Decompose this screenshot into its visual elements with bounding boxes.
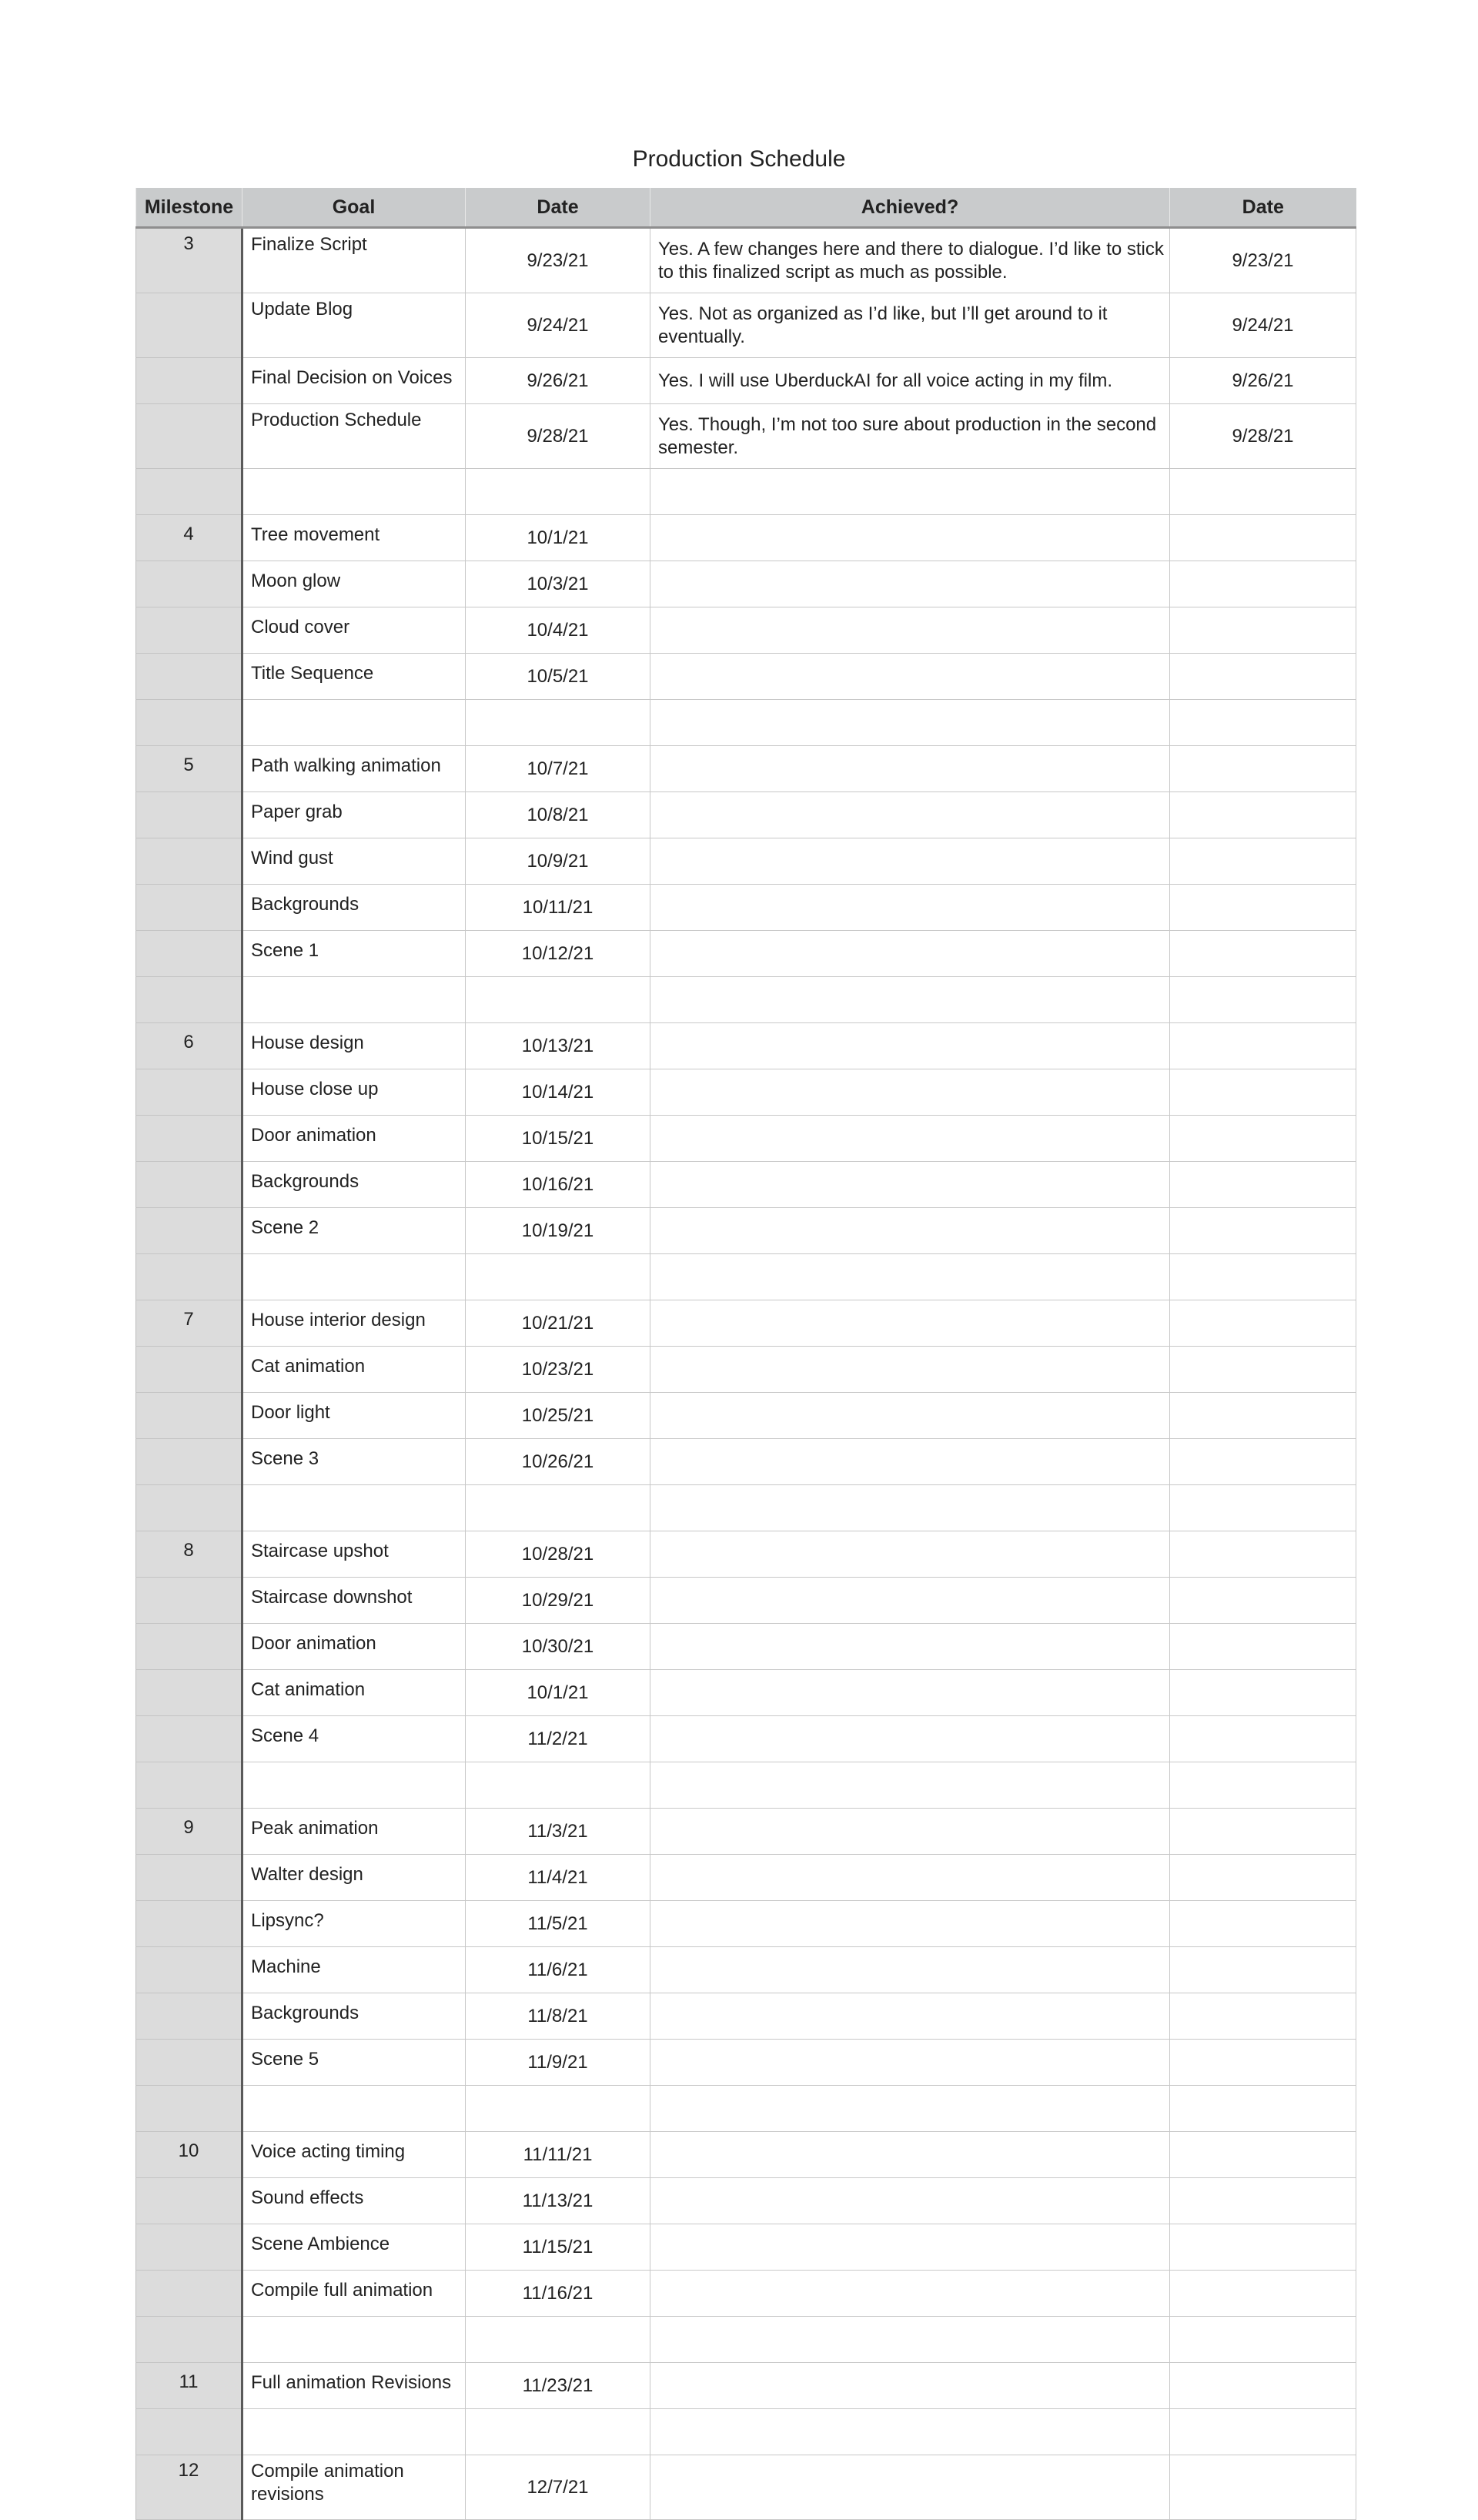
achieved-date-cell <box>1170 1485 1356 1531</box>
date-cell: 11/11/21 <box>466 2132 650 2178</box>
achieved-cell <box>650 469 1170 515</box>
achieved-cell <box>650 2178 1170 2224</box>
date-cell: 10/21/21 <box>466 1300 650 1347</box>
date-cell: 10/9/21 <box>466 838 650 885</box>
achieved-cell <box>650 607 1170 654</box>
achieved-cell <box>650 1393 1170 1439</box>
achieved-date-cell <box>1170 1809 1356 1855</box>
achieved-cell <box>650 2040 1170 2086</box>
table-row <box>136 746 1356 792</box>
date-cell: 10/8/21 <box>466 792 650 838</box>
milestone-cell: 7 <box>136 1300 242 1347</box>
achieved-date-cell <box>1170 2317 1356 2363</box>
milestone-cell <box>136 358 242 404</box>
milestone-cell <box>136 1254 242 1300</box>
milestone-cell <box>136 1069 242 1116</box>
date-cell: 10/1/21 <box>466 1670 650 1716</box>
date-cell <box>466 977 650 1023</box>
date-cell: 10/28/21 <box>466 1531 650 1578</box>
achieved-cell <box>650 654 1170 700</box>
date-cell: 11/3/21 <box>466 1809 650 1855</box>
table-row <box>136 2455 1356 2520</box>
goal-cell <box>242 1485 466 1531</box>
achieved-cell <box>650 1531 1170 1578</box>
date-cell: 10/19/21 <box>466 1208 650 1254</box>
table-row <box>136 1116 1356 1162</box>
achieved-date-cell <box>1170 838 1356 885</box>
table-row <box>136 2271 1356 2317</box>
table-row <box>136 1624 1356 1670</box>
goal-cell: Staircase downshot <box>242 1578 466 1624</box>
goal-cell: Moon glow <box>242 561 466 607</box>
milestone-cell <box>136 1116 242 1162</box>
table-row <box>136 1347 1356 1393</box>
table-row <box>136 1670 1356 1716</box>
table-row <box>136 1762 1356 1809</box>
table-row <box>136 977 1356 1023</box>
achieved-cell <box>650 1993 1170 2040</box>
milestone-cell <box>136 931 242 977</box>
goal-cell <box>242 700 466 746</box>
goal-cell <box>242 2086 466 2132</box>
date-cell: 11/9/21 <box>466 2040 650 2086</box>
achieved-cell: Yes. I will use UberduckAI for all voice acting in my film. <box>650 358 1170 404</box>
table-row <box>136 1439 1356 1485</box>
achieved-date-cell <box>1170 885 1356 931</box>
table-row <box>136 1855 1356 1901</box>
table-row <box>136 1578 1356 1624</box>
table-row <box>136 1716 1356 1762</box>
achieved-cell <box>650 2409 1170 2455</box>
goal-cell: Scene 1 <box>242 931 466 977</box>
milestone-cell <box>136 1578 242 1624</box>
date-cell: 11/23/21 <box>466 2363 650 2409</box>
date-cell: 9/23/21 <box>466 228 650 293</box>
date-cell <box>466 1485 650 1531</box>
milestone-cell <box>136 1762 242 1809</box>
achieved-date-cell <box>1170 2409 1356 2455</box>
goal-cell <box>242 1254 466 1300</box>
goal-cell: Paper grab <box>242 792 466 838</box>
table-row <box>136 561 1356 607</box>
achieved-cell <box>650 1624 1170 1670</box>
date-cell: 10/3/21 <box>466 561 650 607</box>
date-cell: 10/30/21 <box>466 1624 650 1670</box>
date-cell: 11/8/21 <box>466 1993 650 2040</box>
achieved-date-cell <box>1170 654 1356 700</box>
table-row <box>136 1901 1356 1947</box>
achieved-cell <box>650 1901 1170 1947</box>
achieved-cell <box>650 2363 1170 2409</box>
achieved-cell <box>650 1023 1170 1069</box>
goal-cell: Update Blog <box>242 293 466 358</box>
date-cell <box>466 2409 650 2455</box>
achieved-date-cell <box>1170 1069 1356 1116</box>
milestone-cell <box>136 469 242 515</box>
achieved-date-cell <box>1170 2455 1356 2520</box>
achieved-date-cell <box>1170 1670 1356 1716</box>
goal-cell: Voice acting timing <box>242 2132 466 2178</box>
achieved-cell <box>650 2132 1170 2178</box>
achieved-date-cell <box>1170 746 1356 792</box>
milestone-cell <box>136 1901 242 1947</box>
date-cell <box>466 700 650 746</box>
goal-cell: Backgrounds <box>242 1993 466 2040</box>
goal-cell: Cloud cover <box>242 607 466 654</box>
table-row <box>136 1254 1356 1300</box>
date-cell: 9/24/21 <box>466 293 650 358</box>
achieved-date-cell <box>1170 515 1356 561</box>
milestone-cell <box>136 2178 242 2224</box>
date-cell: 10/23/21 <box>466 1347 650 1393</box>
achieved-cell <box>650 2317 1170 2363</box>
milestone-cell: 5 <box>136 746 242 792</box>
date-cell: 10/16/21 <box>466 1162 650 1208</box>
achieved-cell <box>650 1855 1170 1901</box>
date-cell: 10/4/21 <box>466 607 650 654</box>
goal-cell: Peak animation <box>242 1809 466 1855</box>
achieved-date-cell <box>1170 1254 1356 1300</box>
table-row <box>136 2363 1356 2409</box>
goal-cell: Tree movement <box>242 515 466 561</box>
milestone-cell <box>136 1393 242 1439</box>
date-cell <box>466 1762 650 1809</box>
achieved-date-cell <box>1170 700 1356 746</box>
achieved-cell <box>650 1347 1170 1393</box>
table-row <box>136 2086 1356 2132</box>
table-row <box>136 2040 1356 2086</box>
achieved-date-cell <box>1170 2271 1356 2317</box>
achieved-date-cell <box>1170 1578 1356 1624</box>
achieved-date-cell <box>1170 931 1356 977</box>
goal-cell: Door animation <box>242 1116 466 1162</box>
achieved-cell <box>650 700 1170 746</box>
table-row <box>136 1531 1356 1578</box>
achieved-date-cell <box>1170 1116 1356 1162</box>
goal-cell: Final Decision on Voices <box>242 358 466 404</box>
achieved-date-cell <box>1170 1762 1356 1809</box>
date-cell: 9/28/21 <box>466 404 650 469</box>
table-row <box>136 358 1356 404</box>
achieved-cell <box>650 746 1170 792</box>
date-cell: 10/7/21 <box>466 746 650 792</box>
date-cell <box>466 469 650 515</box>
achieved-cell <box>650 792 1170 838</box>
date-cell: 12/7/21 <box>466 2455 650 2520</box>
header-goal: Goal <box>242 188 466 228</box>
table-row <box>136 1947 1356 1993</box>
milestone-cell <box>136 1208 242 1254</box>
goal-cell: Path walking animation <box>242 746 466 792</box>
milestone-cell: 9 <box>136 1809 242 1855</box>
table-row <box>136 885 1356 931</box>
milestone-cell <box>136 977 242 1023</box>
milestone-cell <box>136 700 242 746</box>
milestone-cell: 10 <box>136 2132 242 2178</box>
table-row <box>136 1809 1356 1855</box>
achieved-date-cell <box>1170 1439 1356 1485</box>
goal-cell: House close up <box>242 1069 466 1116</box>
goal-cell <box>242 2317 466 2363</box>
date-cell: 10/13/21 <box>466 1023 650 1069</box>
table-row <box>136 1208 1356 1254</box>
goal-cell: Lipsync? <box>242 1901 466 1947</box>
milestone-cell: 3 <box>136 228 242 293</box>
table-row <box>136 469 1356 515</box>
table-body <box>136 228 1356 2520</box>
achieved-cell: Yes. Not as organized as I’d like, but I’ll get around to it eventually. <box>650 293 1170 358</box>
goal-cell: Scene 4 <box>242 1716 466 1762</box>
milestone-cell <box>136 792 242 838</box>
date-cell: 10/5/21 <box>466 654 650 700</box>
goal-cell: Compile animation revisions <box>242 2455 466 2520</box>
goal-cell: Cat animation <box>242 1670 466 1716</box>
milestone-cell <box>136 885 242 931</box>
goal-cell: Finalize Script <box>242 228 466 293</box>
achieved-date-cell <box>1170 1347 1356 1393</box>
milestone-cell <box>136 561 242 607</box>
goal-cell <box>242 1762 466 1809</box>
achieved-cell <box>650 1809 1170 1855</box>
table-row <box>136 2409 1356 2455</box>
achieved-cell <box>650 2271 1170 2317</box>
date-cell: 11/5/21 <box>466 1901 650 1947</box>
date-cell: 9/26/21 <box>466 358 650 404</box>
goal-cell <box>242 469 466 515</box>
table-row <box>136 228 1356 293</box>
date-cell: 10/25/21 <box>466 1393 650 1439</box>
goal-cell: Scene 5 <box>242 2040 466 2086</box>
achieved-cell <box>650 561 1170 607</box>
date-cell: 10/26/21 <box>466 1439 650 1485</box>
milestone-cell <box>136 1485 242 1531</box>
achieved-cell <box>650 1439 1170 1485</box>
goal-cell: Staircase upshot <box>242 1531 466 1578</box>
table-row <box>136 1993 1356 2040</box>
achieved-cell <box>650 515 1170 561</box>
achieved-cell <box>650 1254 1170 1300</box>
achieved-cell <box>650 977 1170 1023</box>
header-row <box>136 188 1356 228</box>
achieved-cell <box>650 885 1170 931</box>
milestone-cell <box>136 1670 242 1716</box>
achieved-date-cell <box>1170 1162 1356 1208</box>
achieved-date-cell <box>1170 1993 1356 2040</box>
goal-cell <box>242 977 466 1023</box>
achieved-date-cell <box>1170 1624 1356 1670</box>
table-row <box>136 931 1356 977</box>
table-row <box>136 293 1356 358</box>
table-row <box>136 654 1356 700</box>
goal-cell: Machine <box>242 1947 466 1993</box>
achieved-date-cell <box>1170 1947 1356 1993</box>
milestone-cell <box>136 2409 242 2455</box>
achieved-date-cell <box>1170 1023 1356 1069</box>
achieved-date-cell <box>1170 977 1356 1023</box>
achieved-date-cell: 9/23/21 <box>1170 228 1356 293</box>
goal-cell: Walter design <box>242 1855 466 1901</box>
goal-cell: Production Schedule <box>242 404 466 469</box>
date-cell: 10/15/21 <box>466 1116 650 1162</box>
achieved-date-cell <box>1170 469 1356 515</box>
achieved-date-cell: 9/26/21 <box>1170 358 1356 404</box>
achieved-cell <box>650 1485 1170 1531</box>
table-row <box>136 1023 1356 1069</box>
achieved-date-cell <box>1170 1393 1356 1439</box>
milestone-cell <box>136 654 242 700</box>
achieved-cell: Yes. Though, I’m not too sure about production in the second semester. <box>650 404 1170 469</box>
goal-cell: Scene 3 <box>242 1439 466 1485</box>
milestone-cell <box>136 1624 242 1670</box>
achieved-date-cell: 9/24/21 <box>1170 293 1356 358</box>
achieved-date-cell <box>1170 2132 1356 2178</box>
table-row <box>136 1393 1356 1439</box>
milestone-cell: 8 <box>136 1531 242 1578</box>
achieved-cell <box>650 1947 1170 1993</box>
production-schedule-table <box>135 188 1356 2520</box>
date-cell: 11/2/21 <box>466 1716 650 1762</box>
goal-cell: House design <box>242 1023 466 1069</box>
table-row <box>136 838 1356 885</box>
header-date: Date <box>466 188 650 228</box>
milestone-cell <box>136 404 242 469</box>
header-achieved: Achieved? <box>650 188 1170 228</box>
goal-cell: Wind gust <box>242 838 466 885</box>
achieved-cell <box>650 1069 1170 1116</box>
achieved-date-cell <box>1170 1208 1356 1254</box>
achieved-date-cell <box>1170 1300 1356 1347</box>
table-row <box>136 2132 1356 2178</box>
goal-cell: Door light <box>242 1393 466 1439</box>
milestone-cell <box>136 293 242 358</box>
goal-cell <box>242 2409 466 2455</box>
header-achieved-date: Date <box>1170 188 1356 228</box>
table-row <box>136 700 1356 746</box>
achieved-cell: Yes. A few changes here and there to dialogue. I’d like to stick to this finalized script as much as possible. <box>650 228 1170 293</box>
achieved-cell <box>650 838 1170 885</box>
date-cell: 11/13/21 <box>466 2178 650 2224</box>
table-row <box>136 607 1356 654</box>
achieved-date-cell <box>1170 1531 1356 1578</box>
milestone-cell <box>136 1347 242 1393</box>
table-row <box>136 792 1356 838</box>
milestone-cell <box>136 1439 242 1485</box>
goal-cell: Scene Ambience <box>242 2224 466 2271</box>
date-cell: 10/12/21 <box>466 931 650 977</box>
table-row <box>136 1300 1356 1347</box>
milestone-cell <box>136 2271 242 2317</box>
date-cell: 11/16/21 <box>466 2271 650 2317</box>
goal-cell: House interior design <box>242 1300 466 1347</box>
header-milestone: Milestone <box>136 188 242 228</box>
milestone-cell <box>136 1947 242 1993</box>
goal-cell: Compile full animation <box>242 2271 466 2317</box>
achieved-date-cell <box>1170 1855 1356 1901</box>
milestone-cell <box>136 1993 242 2040</box>
page-title: Production Schedule <box>632 146 846 172</box>
date-cell <box>466 1254 650 1300</box>
milestone-cell <box>136 1162 242 1208</box>
achieved-cell <box>650 1162 1170 1208</box>
milestone-cell: 12 <box>136 2455 242 2520</box>
milestone-cell <box>136 2086 242 2132</box>
table-row <box>136 2178 1356 2224</box>
achieved-date-cell: 9/28/21 <box>1170 404 1356 469</box>
date-cell <box>466 2317 650 2363</box>
achieved-cell <box>650 1300 1170 1347</box>
achieved-date-cell <box>1170 2363 1356 2409</box>
date-cell: 10/1/21 <box>466 515 650 561</box>
achieved-cell <box>650 1116 1170 1162</box>
achieved-cell <box>650 2086 1170 2132</box>
table-row <box>136 2317 1356 2363</box>
goal-cell: Title Sequence <box>242 654 466 700</box>
date-cell <box>466 2086 650 2132</box>
goal-cell: Sound effects <box>242 2178 466 2224</box>
goal-cell: Backgrounds <box>242 885 466 931</box>
achieved-cell <box>650 1208 1170 1254</box>
date-cell: 11/4/21 <box>466 1855 650 1901</box>
table-row <box>136 404 1356 469</box>
goal-cell: Scene 2 <box>242 1208 466 1254</box>
table-row <box>136 1069 1356 1116</box>
achieved-date-cell <box>1170 2040 1356 2086</box>
date-cell: 10/29/21 <box>466 1578 650 1624</box>
achieved-cell <box>650 1578 1170 1624</box>
date-cell: 11/15/21 <box>466 2224 650 2271</box>
achieved-date-cell <box>1170 607 1356 654</box>
table-row <box>136 1162 1356 1208</box>
milestone-cell: 6 <box>136 1023 242 1069</box>
goal-cell: Cat animation <box>242 1347 466 1393</box>
goal-cell: Backgrounds <box>242 1162 466 1208</box>
goal-cell: Full animation Revisions <box>242 2363 466 2409</box>
achieved-date-cell <box>1170 792 1356 838</box>
milestone-cell <box>136 1716 242 1762</box>
table-row <box>136 515 1356 561</box>
milestone-cell: 11 <box>136 2363 242 2409</box>
achieved-cell <box>650 1716 1170 1762</box>
milestone-cell: 4 <box>136 515 242 561</box>
milestone-cell <box>136 1855 242 1901</box>
achieved-date-cell <box>1170 561 1356 607</box>
achieved-cell <box>650 2455 1170 2520</box>
achieved-date-cell <box>1170 2178 1356 2224</box>
date-cell: 10/14/21 <box>466 1069 650 1116</box>
milestone-cell <box>136 838 242 885</box>
goal-cell: Door animation <box>242 1624 466 1670</box>
milestone-cell <box>136 2317 242 2363</box>
table-row <box>136 1485 1356 1531</box>
milestone-cell <box>136 2040 242 2086</box>
achieved-date-cell <box>1170 2086 1356 2132</box>
achieved-date-cell <box>1170 1716 1356 1762</box>
achieved-date-cell <box>1170 1901 1356 1947</box>
milestone-cell <box>136 607 242 654</box>
achieved-cell <box>650 931 1170 977</box>
date-cell: 10/11/21 <box>466 885 650 931</box>
achieved-cell <box>650 1670 1170 1716</box>
achieved-cell <box>650 1762 1170 1809</box>
date-cell: 11/6/21 <box>466 1947 650 1993</box>
